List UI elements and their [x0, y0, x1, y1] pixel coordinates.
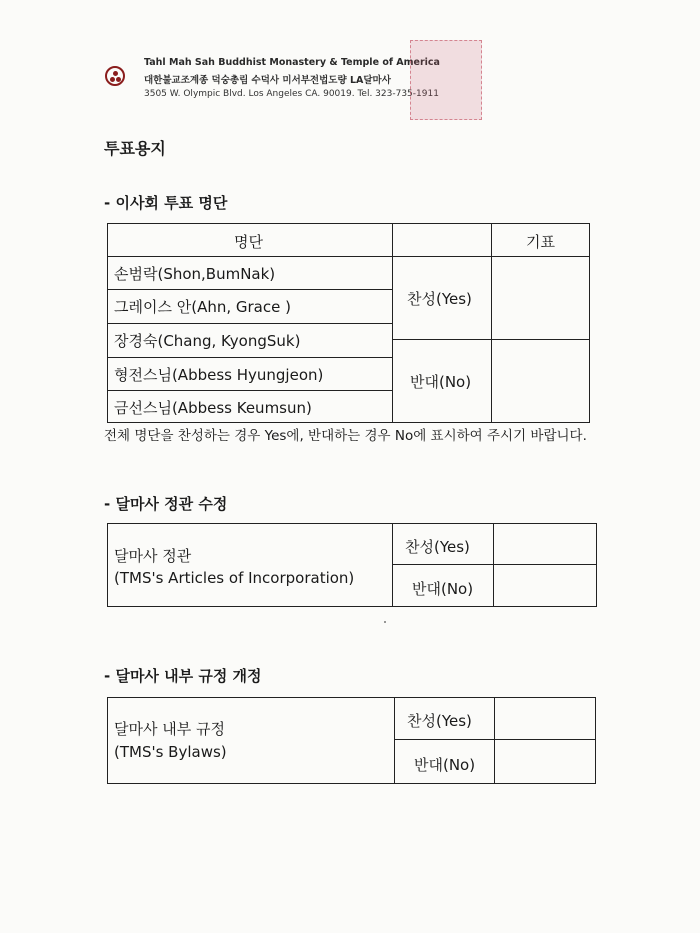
member-name: 금선스님(Abbess Keumsun) [114, 399, 312, 417]
bylaws-yes-mark-box[interactable] [496, 698, 595, 738]
board-yes-mark-box[interactable] [493, 258, 589, 338]
bylaws-vote-table [107, 697, 596, 784]
articles-yes-label: 찬성(Yes) [405, 538, 470, 556]
board-vote-table [107, 223, 590, 423]
bylaws-yes-label: 찬성(Yes) [407, 712, 472, 730]
speck [384, 621, 386, 623]
letterhead-korean-name: 대한불교조계종 덕숭총림 수덕사 미서부전법도량 LA달마사 [144, 75, 391, 86]
bylaws-item-korean: 달마사 내부 규정 [114, 720, 225, 738]
articles-no-mark-box[interactable] [495, 566, 596, 606]
temple-logo-icon [105, 66, 125, 86]
board-no-label: 반대(No) [410, 373, 472, 391]
names-column-header: 명단 [234, 233, 263, 251]
bylaws-no-label: 반대(No) [414, 756, 476, 774]
articles-item-korean: 달마사 정관 [114, 547, 192, 565]
mark-column-header: 기표 [526, 233, 555, 251]
bylaws-section-heading: - 달마사 내부 규정 개정 [104, 667, 262, 685]
board-yes-label: 찬성(Yes) [407, 290, 472, 308]
member-name: 장경숙(Chang, KyongSuk) [114, 332, 301, 350]
articles-section-heading: - 달마사 정관 수정 [104, 495, 228, 513]
bylaws-item-english: (TMS's Bylaws) [114, 743, 227, 761]
member-name: 형전스님(Abbess Hyungjeon) [114, 366, 324, 384]
articles-yes-mark-box[interactable] [495, 524, 596, 563]
board-instruction-note: 전체 명단을 찬성하는 경우 Yes에, 반대하는 경우 No에 표시하여 주시기 바랍니다. [104, 428, 587, 444]
letterhead-english-name: Tahl Mah Sah Buddhist Monastery & Temple of America [144, 57, 440, 68]
member-name: 손범락(Shon,BumNak) [114, 265, 276, 283]
articles-vote-table [107, 523, 597, 607]
red-stamp [410, 40, 482, 120]
board-section-heading: - 이사회 투표 명단 [104, 194, 228, 212]
articles-item-english: (TMS's Articles of Incorporation) [114, 569, 355, 587]
board-no-mark-box[interactable] [493, 341, 589, 421]
member-name: 그레이스 안(Ahn, Grace ) [114, 298, 291, 316]
bylaws-no-mark-box[interactable] [496, 741, 595, 783]
articles-no-label: 반대(No) [412, 580, 474, 598]
page-title: 투표용지 [104, 139, 166, 158]
letterhead-address: 3505 W. Olympic Blvd. Los Angeles CA. 90019. Tel. 323-735-1911 [144, 89, 439, 99]
